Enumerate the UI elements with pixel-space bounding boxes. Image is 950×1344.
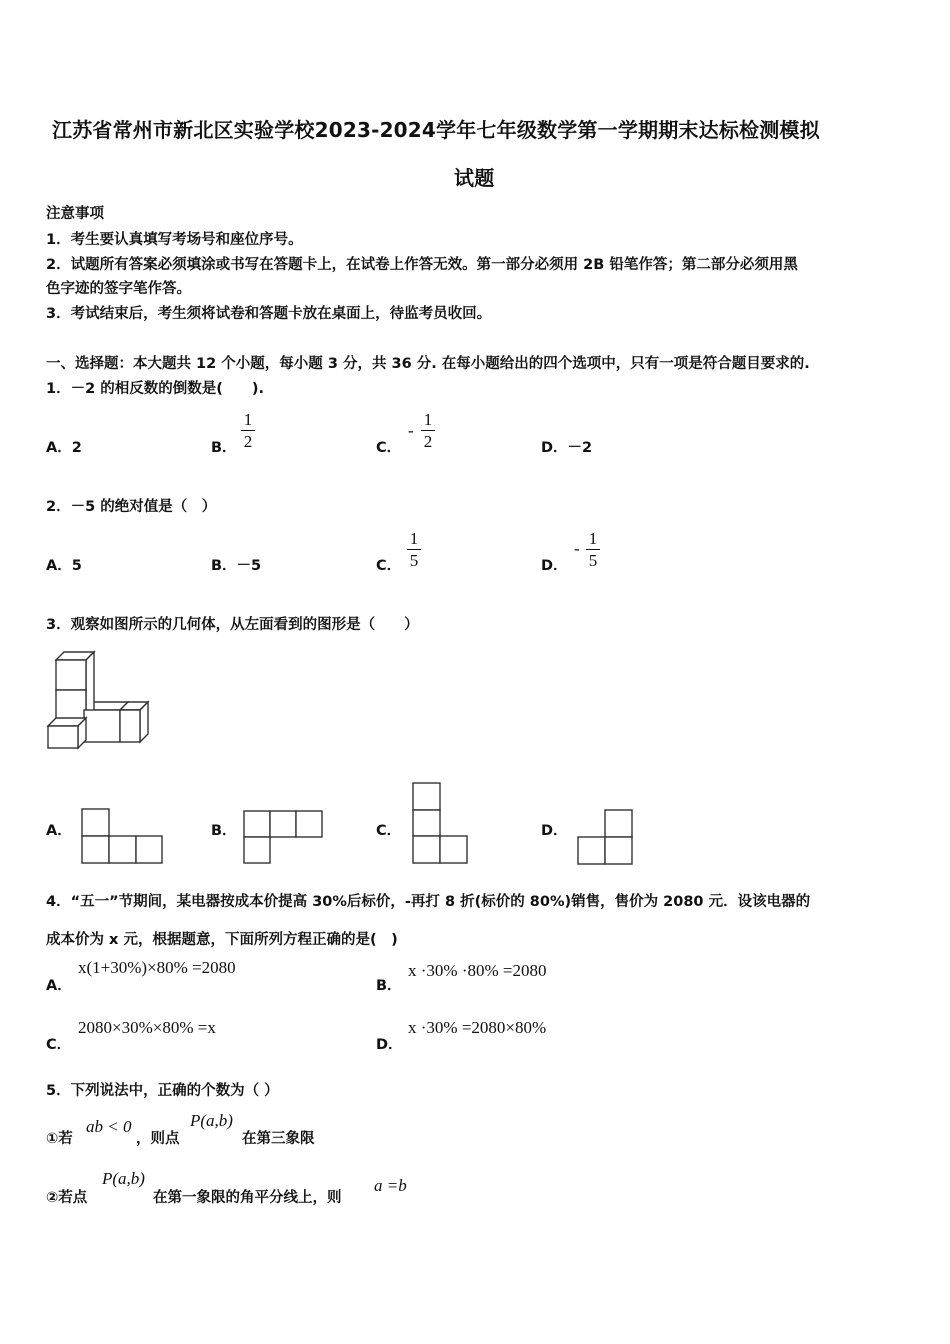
page-title-line2: 试题 [454, 166, 495, 190]
notice-item: 3．考试结束后，考生须将试卷和答题卡放在桌面上，待监考员收回。 [46, 306, 492, 322]
fraction-numerator: 1 [588, 529, 598, 548]
q4-option-d-label: D． [376, 1037, 403, 1053]
q5-statement-2-middle: 在第一象限的角平分线上，则 [153, 1190, 342, 1206]
question-3-stem: 3．观察如图所示的几何体，从左面看到的图形是（ ） [46, 617, 419, 633]
q4-option-c-label: C． [46, 1037, 72, 1053]
q2-option-b: B．－5 [211, 558, 262, 574]
question-4-stem-line2: 成本价为 x 元，根据题意，下面所列方程正确的是( ) [46, 932, 398, 948]
page-title: 江苏省常州市新北区实验学校2023-2024学年七年级数学第一学期期末达标检测模拟 [52, 118, 820, 142]
q2-option-d-sign: - [574, 539, 580, 558]
q4-option-a-equation: x(1+30%)×80% =2080 [78, 958, 236, 977]
question-2-stem: 2．－5 的绝对值是（ ） [46, 499, 217, 515]
q1-option-b-fraction [241, 410, 255, 451]
question-5-stem: 5．下列说法中，正确的个数为（ ） [46, 1083, 279, 1099]
q4-option-b-equation: x ·30% ·80% =2080 [408, 961, 547, 980]
fraction-denominator: 2 [423, 432, 433, 451]
q2-option-c-fraction [407, 529, 421, 570]
q5-statement-2-prefix: ②若点 [46, 1190, 88, 1206]
question-4-stem-line1: 4．“五一”节期间，某电器按成本价提高 30%后标价，-再打 8 折(标价的 80%)销售，售价为 2080 元．设该电器的 [46, 894, 811, 910]
q3-option-b-label: B． [211, 823, 237, 839]
q3-option-a-label: A． [46, 823, 72, 839]
q2-option-d-label: D． [541, 558, 568, 574]
q3-option-d-figure [576, 808, 634, 866]
q5-statement-1-point: P(a,b) [190, 1111, 233, 1130]
q5-statement-2-point: P(a,b) [102, 1169, 145, 1188]
q5-statement-1-middle: ，则点 [136, 1131, 180, 1147]
q5-statement-1-suffix: 在第三象限 [242, 1131, 315, 1147]
q3-option-d-label: D． [541, 823, 568, 839]
q1-option-b-label: B． [211, 440, 237, 456]
notice-item: 2．试题所有答案必须填涂或书写在答题卡上，在试卷上作答无效。第一部分必须用 2B 铅笔作答；第二部分必须用黑 [46, 257, 798, 273]
fraction-numerator: 1 [409, 529, 419, 548]
q5-statement-1-condition: ab < 0 [86, 1117, 132, 1136]
q1-option-d: D．－2 [541, 440, 593, 456]
q1-option-c-sign: - [408, 421, 414, 440]
q4-option-c-equation: 2080×30%×80% =x [78, 1018, 216, 1037]
q1-option-c-label: C． [376, 440, 402, 456]
q2-option-d-fraction [586, 529, 600, 570]
fraction-denominator: 2 [243, 432, 253, 451]
notice-item: 1．考生要认真填写考场号和座位序号。 [46, 232, 303, 248]
q1-option-c-fraction [421, 410, 435, 451]
q4-option-a-label: A． [46, 978, 72, 994]
q2-option-a: A．5 [46, 558, 82, 574]
section-heading: 一、选择题：本大题共 12 个小题，每小题 3 分，共 36 分. 在每小题给出的四个选项中，只有一项是符合题目要求的. [46, 356, 810, 372]
question-1-stem: 1．－2 的相反数的倒数是( ). [46, 381, 264, 397]
notice-heading: 注意事项 [46, 206, 104, 222]
q3-option-c-label: C． [376, 823, 402, 839]
fraction-denominator: 5 [409, 551, 419, 570]
q4-option-d-equation: x ·30% =2080×80% [408, 1018, 547, 1037]
fraction-numerator: 1 [243, 410, 253, 429]
notice-item: 色字迹的签字笔作答。 [46, 281, 191, 297]
q3-option-a-figure [80, 807, 164, 865]
q5-statement-1-prefix: ①若 [46, 1131, 73, 1147]
q2-option-c-label: C． [376, 558, 402, 574]
q5-statement-2-equation: a =b [374, 1176, 407, 1195]
fraction-denominator: 5 [588, 551, 598, 570]
q4-option-b-label: B． [376, 978, 402, 994]
q3-option-c-figure [411, 781, 471, 865]
cube-stack-figure [44, 648, 154, 752]
fraction-numerator: 1 [423, 410, 433, 429]
q1-option-a: A．2 [46, 440, 82, 456]
q3-option-b-figure [242, 809, 326, 865]
